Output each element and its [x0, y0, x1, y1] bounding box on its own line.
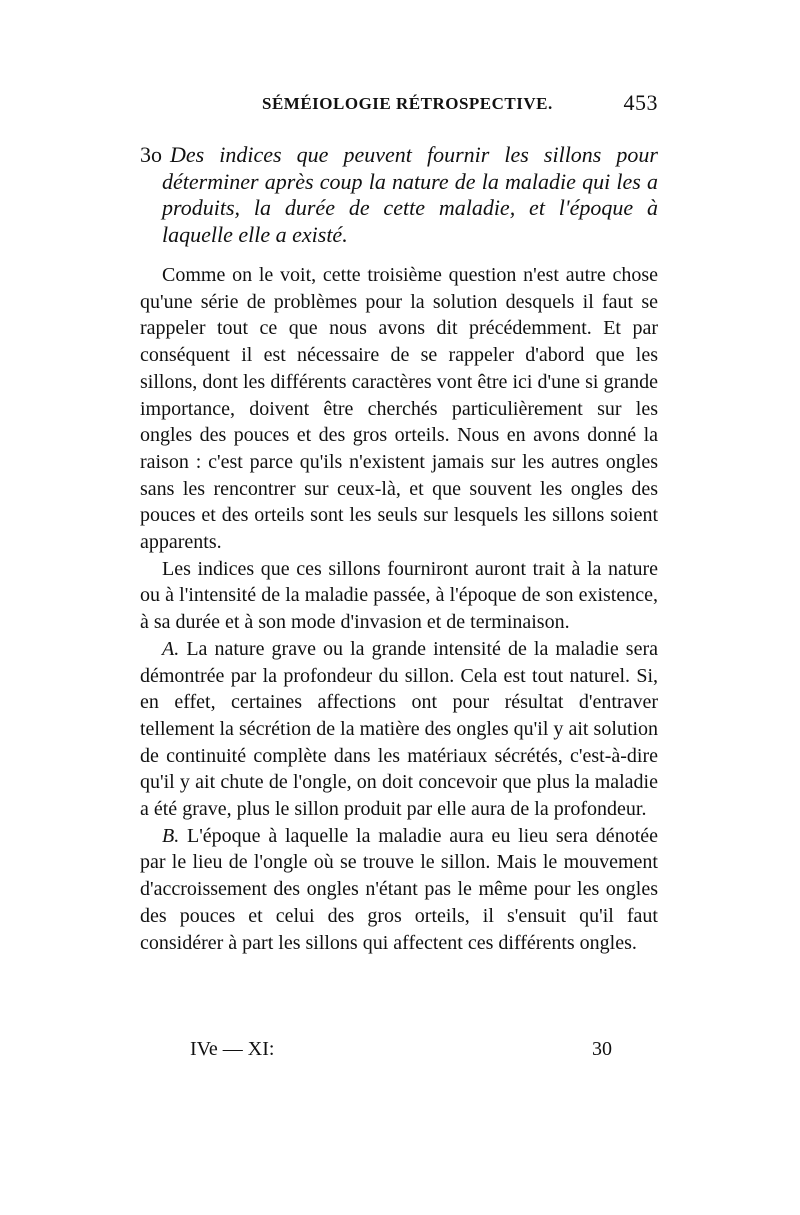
paragraph-label: B.: [162, 824, 180, 847]
section-heading-text: Des indices que peuvent fournir les sillons pour déterminer après coup la nature de la maladie qui les a produits, la durée de cette maladie, et l'époque à laquelle elle a existé.: [162, 142, 658, 247]
paragraph: [140, 262, 658, 556]
paragraph: [140, 823, 658, 957]
paragraph-label: A.: [162, 637, 180, 660]
paragraph-text: Les indices que ces sillons fourniront auront trait à la nature ou à l'intensité de la maladie passée, à l'époque de son existence, à sa durée et à son mode d'invasion et de terminaison.: [140, 557, 658, 634]
paragraph-text: La nature grave ou la grande intensité de la maladie sera démontrée par la profondeur du sillon. Cela est tout naturel. Si, en effet, certaines affections ont pour résultat d'entraver tellement la sécrétion de la matière des ongles qu'il y ait solution de continuité complète dans les matériaux sécrétés, c'est-à-dire qu'il y ait chute de l'ongle, on doit concevoir que plus la maladie a été grave, plus le sillon produit par elle aura de la profondeur.: [140, 637, 659, 821]
paragraph: [140, 636, 658, 823]
signature-mark: IVe — XI:: [190, 1038, 275, 1060]
page-number: 453: [623, 90, 658, 115]
paragraph: [140, 556, 658, 636]
paragraph-text: L'époque à laquelle la maladie aura eu lieu sera dénotée par le lieu de l'ongle où se trouve le sillon. Mais le mouvement d'accroissement des ongles n'étant pas le même pour les ongles des pouces et celui des gros orteils, il s'ensuit qu'il faut considérer à part les sillons qui affectent ces différents ongles.: [140, 824, 658, 954]
paragraph-text: Comme on le voit, cette troisième question n'est autre chose qu'une série de problèmes pour la solution desquels il faut se rappeler tout ce que nous avons dit précédemment. Et par conséquent il est nécessaire de se rappeler d'abord que les sillons, dont les différents caractères vont être ici d'une si grande importance, doivent être cherchés particulièrement sur les ongles des pouces et des gros orteils. Nous en avons donné la raison : c'est parce qu'ils n'existent jamais sur les autres ongles sans les rencontrer sur ceux-là, et que souvent les ongles des pouces et des orteils sont les seuls sur lesquels les sillons soient apparents.: [140, 264, 658, 554]
section-heading: [140, 142, 658, 248]
signature-number: 30: [592, 1038, 612, 1060]
running-title: SÉMÉIOLOGIE RÉTROSPECTIVE.: [262, 94, 553, 113]
body-text: [140, 262, 658, 956]
section-number: 3o: [140, 142, 162, 167]
